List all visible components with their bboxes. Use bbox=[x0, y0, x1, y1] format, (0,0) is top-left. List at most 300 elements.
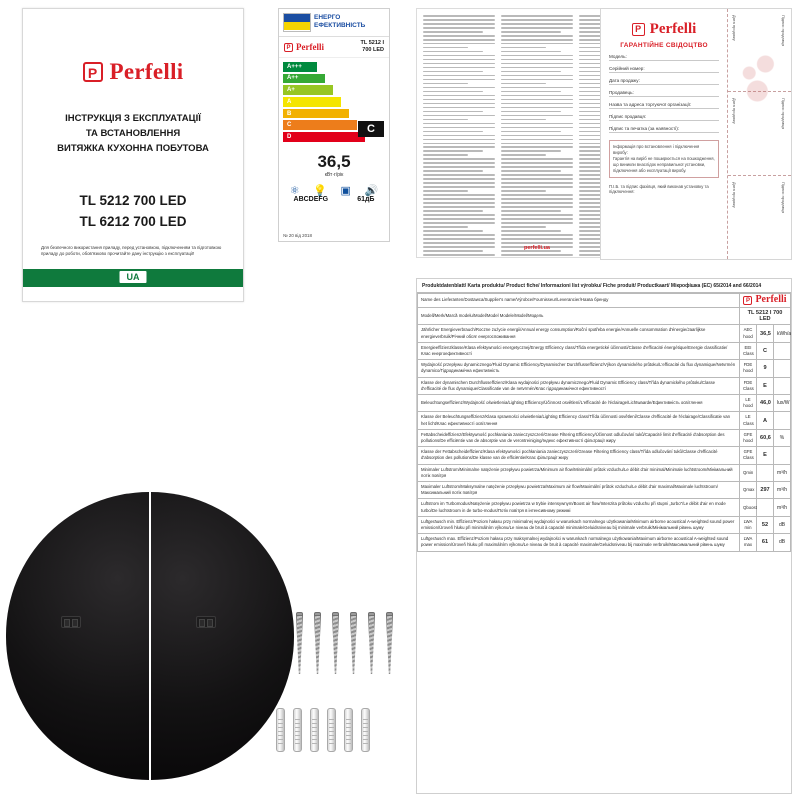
perfelli-logo-icon: P bbox=[83, 62, 103, 82]
instruction-text-line bbox=[423, 79, 495, 81]
instruction-text-line bbox=[423, 170, 483, 172]
product-fiche-sheet bbox=[416, 278, 792, 794]
energy-class-bar-D: D bbox=[283, 132, 365, 142]
warranty-note-text: Гарантія на виріб не поширюється на пошкодження, що виникли внаслідок неправильної установки, підключення або експлуатації виробу. bbox=[613, 156, 715, 173]
instruction-text-line bbox=[501, 79, 573, 81]
instruction-text-line bbox=[423, 115, 495, 117]
hood-round-panel bbox=[6, 492, 294, 780]
warranty-field-3[interactable]: Продавець: bbox=[609, 90, 719, 97]
instruction-text-line bbox=[423, 15, 495, 17]
instruction-text-line bbox=[501, 143, 573, 145]
instruction-text-line bbox=[423, 218, 495, 220]
manual-subtitle bbox=[23, 111, 243, 156]
fiche-row-6-symbol: GFE hood bbox=[740, 429, 757, 446]
fiche-table bbox=[417, 293, 791, 552]
energy-header-line-2: ЕФЕКТИВНІСТЬ bbox=[314, 22, 366, 29]
instruction-text-line bbox=[501, 238, 573, 240]
table-row bbox=[418, 464, 791, 481]
instruction-text-line bbox=[501, 150, 561, 152]
perfelli-logo-icon: P bbox=[284, 43, 293, 52]
warranty-field-4[interactable]: Назва та адреса торгуючої організації: bbox=[609, 102, 719, 109]
warranty-fields bbox=[609, 54, 719, 133]
screw bbox=[296, 612, 303, 674]
warranty-note-title: Інформація про встановлення і підключення виробу: bbox=[613, 144, 700, 155]
instruction-text-line bbox=[423, 143, 495, 145]
instruction-text-line bbox=[501, 174, 573, 176]
warranty-stub-2-date: Дата продажу bbox=[732, 98, 737, 125]
manual-models bbox=[23, 190, 243, 232]
fiche-row-11-label: Luftgeräusch min. Effizienz/Poziom hałasu przy minimalnej wydajności w warunkach normalnego użytkowania/Minimum airborne acoustical A-weighted sound power emission/Úroveň hluku při minimálním výkonu/Le niveau de bruit à capacité minimale/Geluidsniveau bij minimale verbruik/Мінімальний рівень шуму bbox=[418, 516, 740, 533]
energy-model-line-2: 700 LED bbox=[362, 47, 384, 53]
lamp-icon: 💡 bbox=[313, 184, 327, 197]
fiche-header: Produktdatenblatt/ Karta produktu/ Product fiche/ Informazioni list výrobku/ Fiche produit/ Productkaart/ Мікрофішка (ЕС) 65/2014 and 66/2014 bbox=[417, 279, 791, 293]
fiche-row-0-unit: kWh/a bbox=[774, 325, 791, 342]
fiche-row-5-unit bbox=[774, 412, 791, 429]
instruction-text-line bbox=[423, 194, 495, 196]
warranty-brand bbox=[609, 21, 719, 38]
screw-shaft bbox=[386, 616, 393, 674]
energy-label bbox=[278, 8, 390, 242]
instruction-text-line bbox=[501, 190, 546, 192]
instruction-text-line bbox=[423, 35, 495, 37]
instruction-text-line bbox=[501, 154, 546, 156]
energy-header-line-1: ЕНЕРГО bbox=[314, 14, 341, 21]
instruction-text-line bbox=[501, 182, 573, 184]
fiche-row-7-label: Klasse der Fettabscheideffizienz/Klasa efektywności pochłaniania zanieczyszczeń/Grease Filtering Efficiency class/Třída odlučování tuků/Classe d'efficacité d'absorption des pollutions/De klasse van de efficiëntie/Клас фільтрації жиру bbox=[418, 447, 740, 464]
energy-annual-consumption-unit: кВт·г/рік bbox=[324, 171, 344, 178]
fiche-row-12-value: 61 bbox=[757, 534, 774, 551]
energy-class-bar-Aplus: A+ bbox=[283, 85, 333, 95]
instruction-text-line bbox=[423, 154, 468, 156]
fiche-row-9-label: Maximaler Luftstrom/Maksymalne natężenie przepływu powietrza/Maximum air flow/Maximální průtok vzduchu/Le débit d'air maximal/Maximale luchtstroom/Максимальний потік повітря bbox=[418, 482, 740, 499]
instruction-text-line bbox=[501, 139, 573, 141]
table-row bbox=[418, 308, 791, 325]
instruction-text-line bbox=[501, 115, 573, 117]
manual-booklet-cover bbox=[22, 8, 244, 302]
energy-label-header-text bbox=[314, 9, 365, 36]
instruction-text-line bbox=[423, 186, 495, 188]
fiche-row-3-symbol: FDE Class bbox=[740, 377, 757, 394]
fiche-row-3-unit bbox=[774, 377, 791, 394]
instruction-text-line bbox=[423, 238, 495, 240]
instruction-text-line bbox=[423, 139, 495, 141]
instruction-text-line bbox=[423, 75, 495, 77]
instruction-text-line bbox=[423, 226, 468, 228]
fiche-row-3-value: E bbox=[757, 377, 774, 394]
energy-class-bar-Aplusplus: A++ bbox=[283, 74, 325, 84]
instruction-text-line bbox=[423, 103, 495, 105]
fiche-row-11-symbol: LWA min bbox=[740, 516, 757, 533]
energy-label-footer: № 20 від 2018 bbox=[283, 233, 312, 238]
energy-label-model bbox=[361, 40, 384, 54]
warranty-field-0[interactable]: Модель: bbox=[609, 54, 719, 61]
manual-brand bbox=[23, 59, 243, 85]
instruction-text-line bbox=[423, 87, 495, 89]
screw-head bbox=[368, 612, 375, 616]
fiche-row-7-unit bbox=[774, 447, 791, 464]
warranty-stub-3-sign: Підпис продавця bbox=[781, 181, 786, 213]
instruction-text-line bbox=[423, 111, 483, 113]
instruction-text-line bbox=[501, 158, 573, 160]
instruction-text-line bbox=[423, 150, 483, 152]
warranty-stub-2-sign: Підпис продавця bbox=[781, 98, 786, 130]
table-row bbox=[418, 516, 791, 533]
manual-model-2: TL 6212 700 LED bbox=[79, 214, 187, 229]
fiche-row-1-label: Energieeffizienzklasse/Klasa efektywności energetycznej/Energy Efficiency class/Třída energetické účinnosti/Classe d'efficacité énergétique/Energie classificatie/Клас енергоефективності bbox=[418, 342, 740, 359]
fiche-row-5-symbol: LE Class bbox=[740, 412, 757, 429]
energy-pictograms bbox=[279, 184, 389, 197]
instruction-text-line bbox=[501, 198, 573, 200]
instruction-text-line bbox=[423, 198, 495, 200]
instruction-text-line bbox=[423, 55, 495, 57]
fiche-row-6-label: Fettabscheideffizienz/Efektywność pochłaniania zanieczyszczeń/Grease Filtering Efficiency/Účinnost odlučování tuků/Capacité limit d'efficacité d'absorption des pollutions/De efficiëntie van de absorptie van de verontreiniging/Індекс ефективності фільтрації жиру bbox=[418, 429, 740, 446]
instruction-text-line bbox=[423, 119, 468, 121]
instruction-text-line bbox=[423, 166, 495, 168]
instruction-text-line bbox=[423, 99, 495, 101]
instruction-text-line bbox=[501, 162, 573, 164]
instruction-text-line bbox=[501, 83, 546, 85]
instruction-text-line bbox=[501, 170, 561, 172]
grease-filter-icon: ▣ bbox=[340, 184, 351, 197]
fiche-row-10-symbol: Qboost bbox=[740, 499, 757, 516]
table-row bbox=[418, 377, 791, 394]
manual-model-1: TL 5212 700 LED bbox=[79, 193, 187, 208]
instruction-text-line bbox=[423, 182, 495, 184]
warranty-installer-line: П.І.Б. та підпис фахівця, який виконав установку та підключення: bbox=[609, 184, 709, 194]
hood-left-half bbox=[6, 492, 149, 780]
warranty-main-panel bbox=[601, 9, 727, 259]
fiche-row-10-value bbox=[757, 499, 774, 516]
instruction-text-line bbox=[501, 202, 573, 204]
fiche-row-11-unit: dB bbox=[774, 516, 791, 533]
instruction-text-line bbox=[501, 234, 573, 236]
warranty-stub-1-sign: Підпис продавця bbox=[781, 15, 786, 47]
fiche-row-5-label: Klasse der Beleuchtungseffizienz/Klasa sprawności oświetlenia/Lighting Efficiency class/Třída účinnosti osvětlení/Classe d'efficacité de l'éclairage/Classificatie van het licht/Клас ефективності освітлення bbox=[418, 412, 740, 429]
instruction-text-line bbox=[423, 51, 483, 53]
instruction-text-line bbox=[423, 234, 495, 236]
fiche-row-9-unit: m³/h bbox=[774, 482, 791, 499]
screw bbox=[386, 612, 393, 674]
table-row bbox=[418, 499, 791, 516]
fiche-row-12-symbol: LWA max bbox=[740, 534, 757, 551]
warranty-note-box bbox=[609, 140, 719, 178]
table-row bbox=[418, 294, 791, 308]
energy-selected-class: C bbox=[358, 121, 384, 137]
instruction-text-line bbox=[423, 19, 495, 21]
instruction-text-line bbox=[501, 71, 561, 73]
energy-class-bar-C: C bbox=[283, 120, 357, 130]
fiche-model-value: TL 5212 I 700 LED bbox=[740, 308, 791, 325]
instruction-text-line bbox=[501, 87, 573, 89]
instruction-website: perfelli.ua bbox=[524, 245, 550, 251]
instruction-text-line bbox=[501, 123, 573, 125]
instruction-text-line bbox=[501, 127, 573, 129]
instruction-text-line bbox=[423, 174, 495, 176]
instruction-text-line bbox=[501, 95, 573, 97]
instruction-text-line bbox=[501, 146, 573, 148]
instruction-text-line bbox=[501, 119, 546, 121]
energy-class-scale bbox=[279, 58, 389, 146]
manual-subtitle-line-3: ВИТЯЖКА КУХОННА ПОБУТОВА bbox=[57, 143, 209, 154]
instruction-text-line bbox=[501, 47, 546, 49]
energy-label-header bbox=[279, 9, 389, 37]
instruction-text-line bbox=[501, 242, 573, 244]
instruction-text-line bbox=[423, 47, 468, 49]
instruction-text-line bbox=[423, 202, 495, 204]
service-map-graphic bbox=[733, 49, 787, 109]
instruction-text-line bbox=[423, 206, 495, 208]
table-row bbox=[418, 395, 791, 412]
instruction-text-line bbox=[501, 111, 561, 113]
instruction-text-line bbox=[501, 210, 561, 212]
instruction-text-line bbox=[423, 71, 483, 73]
instruction-text-line bbox=[501, 23, 573, 25]
instruction-text-line bbox=[423, 67, 495, 69]
instruction-text-line bbox=[423, 95, 495, 97]
table-row bbox=[418, 412, 791, 429]
fan-icon: ⚛ bbox=[289, 184, 300, 197]
fiche-supplier-value bbox=[740, 294, 791, 308]
energy-model-line-1: TL 5212 I bbox=[360, 40, 384, 46]
wall-dowel bbox=[344, 708, 353, 752]
fiche-row-7-symbol: GFE Class bbox=[740, 447, 757, 464]
brand-name: Perfelli bbox=[109, 59, 184, 84]
fiche-row-8-value bbox=[757, 464, 774, 481]
instruction-text-line bbox=[501, 31, 561, 33]
table-row bbox=[418, 325, 791, 342]
screw-head bbox=[350, 612, 357, 616]
instruction-text-line bbox=[423, 210, 483, 212]
instruction-text-line bbox=[423, 158, 495, 160]
screw-head bbox=[314, 612, 321, 616]
instruction-text-line bbox=[501, 107, 573, 109]
fiche-row-2-value: 9 bbox=[757, 360, 774, 377]
fiche-row-2-label: Wydajność przepływu dynamicznego/Fluid Dynamic Efficiency/Dynamischer Durchflusseffizienz/Výkon dynamického průtoku/L'efficacité du flux dynamique/Netvrmén dynamico/Гідродинамічна ефективність bbox=[418, 360, 740, 377]
fiche-model-label: Modell/Merk/Marcă modelu/Model/Model Modele/Model/Модель bbox=[418, 308, 740, 325]
instruction-text-line bbox=[423, 131, 483, 133]
instruction-text-line bbox=[423, 230, 483, 232]
energy-class-bar-B: B bbox=[283, 109, 349, 119]
screw-shaft bbox=[332, 616, 339, 674]
fiche-row-6-unit: % bbox=[774, 429, 791, 446]
instruction-text-line bbox=[423, 39, 495, 41]
instruction-text-line bbox=[423, 214, 495, 216]
fiche-row-4-value: 46,0 bbox=[757, 395, 774, 412]
instruction-text-line bbox=[501, 99, 573, 101]
warranty-stub-3-date: Дата продажу bbox=[732, 181, 737, 208]
fiche-row-0-value: 36,5 bbox=[757, 325, 774, 342]
instruction-text-line bbox=[501, 230, 561, 232]
fiche-row-1-unit bbox=[774, 342, 791, 359]
instruction-text-line bbox=[423, 91, 483, 93]
noise-icon: 🔊 bbox=[364, 184, 379, 197]
warranty-field-6[interactable]: Підпис та печатка (за наявності): bbox=[609, 126, 719, 133]
brand-name: Perfelli bbox=[649, 21, 697, 37]
fiche-supplier-label: Name des Lieferanten/Dostawca/Supplier's name/Výrobce/Fournisseur/Leverancier/Назва бренду bbox=[418, 294, 740, 308]
table-row bbox=[418, 342, 791, 359]
instruction-text-line bbox=[423, 242, 495, 244]
fiche-row-11-value: 52 bbox=[757, 516, 774, 533]
instruction-text-line bbox=[423, 246, 495, 248]
instruction-text-line bbox=[501, 135, 573, 137]
instruction-text-line bbox=[501, 103, 573, 105]
instruction-text-line bbox=[423, 63, 495, 65]
instruction-text-line bbox=[501, 43, 573, 45]
fiche-row-4-label: Beleuchtungseffizienz/Wydajność oświetlenia/Lighting Efficiency/Účinnost osvětlení/L'efficacité de l'éclairage/Lichtwaarde/Ефективність освітлення bbox=[418, 395, 740, 412]
instruction-text-line bbox=[501, 214, 573, 216]
fiche-row-10-unit: m³/h bbox=[774, 499, 791, 516]
instruction-text-line bbox=[501, 35, 573, 37]
instruction-text-line bbox=[501, 186, 573, 188]
instruction-text-line bbox=[501, 51, 561, 53]
instruction-text-line bbox=[501, 27, 573, 29]
screw-head bbox=[296, 612, 303, 616]
fiche-row-8-symbol: Qmin bbox=[740, 464, 757, 481]
brand-name: Perfelli bbox=[755, 294, 787, 306]
fiche-row-9-value: 297 bbox=[757, 482, 774, 499]
screw-shaft bbox=[350, 616, 357, 674]
energy-noise-value: 61дБ bbox=[357, 195, 375, 203]
manual-language-badge: UA bbox=[120, 271, 147, 283]
fiche-row-1-value: C bbox=[757, 342, 774, 359]
instruction-text-line bbox=[423, 23, 495, 25]
fiche-row-9-symbol: Qmax bbox=[740, 482, 757, 499]
energy-annual-consumption-value: 36,5 bbox=[317, 151, 351, 171]
instruction-text-line bbox=[423, 83, 468, 85]
warranty-card bbox=[600, 8, 792, 260]
fiche-row-3-label: Klasse der dynamischen Durchflusseffizienz/Klasa wydajności przepływu dynamicznego/Fluid Dynamic Efficiency class/Třída dynamického průtoku/Classe d'efficacité de flux dynamique/Classificatie van de netvrmén/Клас гідродинамічної ефективності bbox=[418, 377, 740, 394]
instruction-text-line bbox=[423, 222, 495, 224]
fiche-row-12-unit: dB bbox=[774, 534, 791, 551]
instruction-text-line bbox=[501, 55, 573, 57]
wall-dowel bbox=[293, 708, 302, 752]
energy-label-model-row bbox=[279, 37, 389, 58]
instruction-text-line bbox=[423, 146, 495, 148]
instruction-text-line bbox=[423, 254, 495, 256]
wall-dowel bbox=[310, 708, 319, 752]
manual-safety-note: Для безпечного використання приладу, перед установкою, підключенням та підготовкою приладу до роботи, обов'язково прочитайте дану інструкцію з експлуатації! bbox=[41, 245, 222, 256]
warranty-title: ГАРАНТІЙНЕ СВІДОЦТВО bbox=[620, 42, 708, 49]
screw bbox=[314, 612, 321, 674]
screw bbox=[332, 612, 339, 674]
warranty-stub-1-date: Дата продажу bbox=[732, 15, 737, 41]
fiche-row-2-unit bbox=[774, 360, 791, 377]
table-row bbox=[418, 360, 791, 377]
hood-bracket-left bbox=[61, 616, 81, 628]
instruction-text-line bbox=[501, 226, 546, 228]
fiche-row-1-symbol: EEI Class bbox=[740, 342, 757, 359]
energy-class-bar-A: A bbox=[283, 97, 341, 107]
instruction-text-line bbox=[423, 27, 495, 29]
wall-dowel bbox=[361, 708, 370, 752]
instruction-text-line bbox=[501, 206, 573, 208]
warranty-field-5[interactable]: Підпис продавця: bbox=[609, 114, 719, 121]
instruction-text-line bbox=[423, 162, 495, 164]
instruction-text-line bbox=[501, 194, 573, 196]
warranty-field-1[interactable]: Серійний номер: bbox=[609, 66, 719, 73]
instruction-text-line bbox=[423, 127, 495, 129]
instruction-text-line bbox=[501, 222, 573, 224]
hood-seam bbox=[149, 492, 151, 780]
instruction-text-line bbox=[423, 190, 468, 192]
screw bbox=[368, 612, 375, 674]
screw-shaft bbox=[296, 616, 303, 674]
instruction-text-line bbox=[501, 131, 561, 133]
perfelli-logo-icon: P bbox=[632, 23, 645, 36]
warranty-tearoff-stubs bbox=[727, 9, 791, 259]
fiche-row-6-value: 60,6 bbox=[757, 429, 774, 446]
instruction-text-line bbox=[501, 67, 573, 69]
fiche-row-0-symbol: AEC hood bbox=[740, 325, 757, 342]
fiche-row-5-value: A bbox=[757, 412, 774, 429]
brand-name: Perfelli bbox=[296, 42, 324, 52]
instruction-text-line bbox=[501, 91, 561, 93]
fiche-row-8-label: Minimaler Luftstrom/Minimalne natężenie przepływu powietrza/Minimum air flow/Minimální průtok vzduchu/Le débit d'air minimal/Minimale luchtstroom/Мінімальний потік повітря bbox=[418, 464, 740, 481]
instruction-text-line bbox=[501, 75, 573, 77]
hood-bracket-right bbox=[196, 616, 216, 628]
fiche-row-4-symbol: LE hood bbox=[740, 395, 757, 412]
screw-head bbox=[332, 612, 339, 616]
fiche-row-0-label: Jährlicher Energieverbrauch/Roczne zużycie energii/Annual energy consumption/Roční spotřeba energie/Annuelle consommation d'énergie/Jaarlijkse energieverbruik/Річний обсяг енергоспоживання bbox=[418, 325, 740, 342]
manual-subtitle-line-2: ТА ВСТАНОВЛЕННЯ bbox=[85, 128, 181, 139]
warranty-stub-3 bbox=[728, 176, 791, 260]
energy-class-bar-Aplusplusplus: A+++ bbox=[283, 62, 317, 72]
fiche-row-2-symbol: FDE hood bbox=[740, 360, 757, 377]
instruction-text-line bbox=[423, 59, 495, 61]
instruction-text-line bbox=[501, 166, 573, 168]
screw bbox=[350, 612, 357, 674]
fiche-row-7-value: E bbox=[757, 447, 774, 464]
screw-shaft bbox=[368, 616, 375, 674]
instruction-text-line bbox=[423, 43, 495, 45]
instruction-column-mid bbox=[501, 15, 573, 258]
instruction-text-line bbox=[501, 254, 573, 256]
warranty-field-2[interactable]: Дата продажу: bbox=[609, 78, 719, 85]
instruction-text-line bbox=[501, 59, 573, 61]
manual-subtitle-line-1: ІНСТРУКЦІЯ З ЕКСПЛУАТАЦІЇ bbox=[65, 113, 201, 124]
manual-language-bar bbox=[23, 269, 243, 287]
instruction-text-line bbox=[423, 107, 495, 109]
instruction-text-line bbox=[423, 31, 483, 33]
instruction-text-line bbox=[423, 123, 495, 125]
fiche-row-12-label: Luftgeräusch max. Effizienz/Poziom hałasu przy maksymalnej wydajności w warunkach normalnego użytkowania/Maximum airborne acoustical A-weighted sound power emission/Úroveň hluku při maximálním výkonu/Le niveau de bruit à capacité maximale/Geluidsniveau bij maximale verbruik/Максимальний рівень шуму bbox=[418, 534, 740, 551]
energy-grease-class-scale: ABCDEFG bbox=[293, 195, 329, 203]
fiche-row-10-label: Luftstrom im Turbomodus/Natężenie przepływu powietrza w trybie intensywnym/Boost air flow/Intenzita průtoku vzduchu při stupni „turbo"/Le débit d'air en mode turbo/De luchtstroom in de turbo-modus/Потік повітря в інтенсивному режимі bbox=[418, 499, 740, 516]
instruction-text-line bbox=[501, 63, 573, 65]
instruction-text-line bbox=[423, 135, 495, 137]
instruction-text-line bbox=[423, 250, 483, 252]
table-row bbox=[418, 429, 791, 446]
wall-dowel bbox=[327, 708, 336, 752]
screw-shaft bbox=[314, 616, 321, 674]
ukraine-flag-icon bbox=[283, 13, 311, 32]
perfelli-logo-icon: P bbox=[743, 296, 752, 305]
instruction-text-line bbox=[501, 19, 573, 21]
fiche-row-4-unit: lux/W bbox=[774, 395, 791, 412]
hood-right-half bbox=[151, 492, 294, 780]
fiche-row-8-unit: m³/h bbox=[774, 464, 791, 481]
instruction-text-line bbox=[501, 15, 573, 17]
table-row bbox=[418, 447, 791, 464]
energy-label-brand bbox=[284, 42, 324, 52]
instruction-text-line bbox=[501, 39, 573, 41]
screw-head bbox=[386, 612, 393, 616]
table-row bbox=[418, 482, 791, 499]
instruction-text-line bbox=[501, 178, 573, 180]
table-row bbox=[418, 534, 791, 551]
instruction-column-left bbox=[423, 15, 495, 258]
instruction-text-line bbox=[501, 218, 573, 220]
